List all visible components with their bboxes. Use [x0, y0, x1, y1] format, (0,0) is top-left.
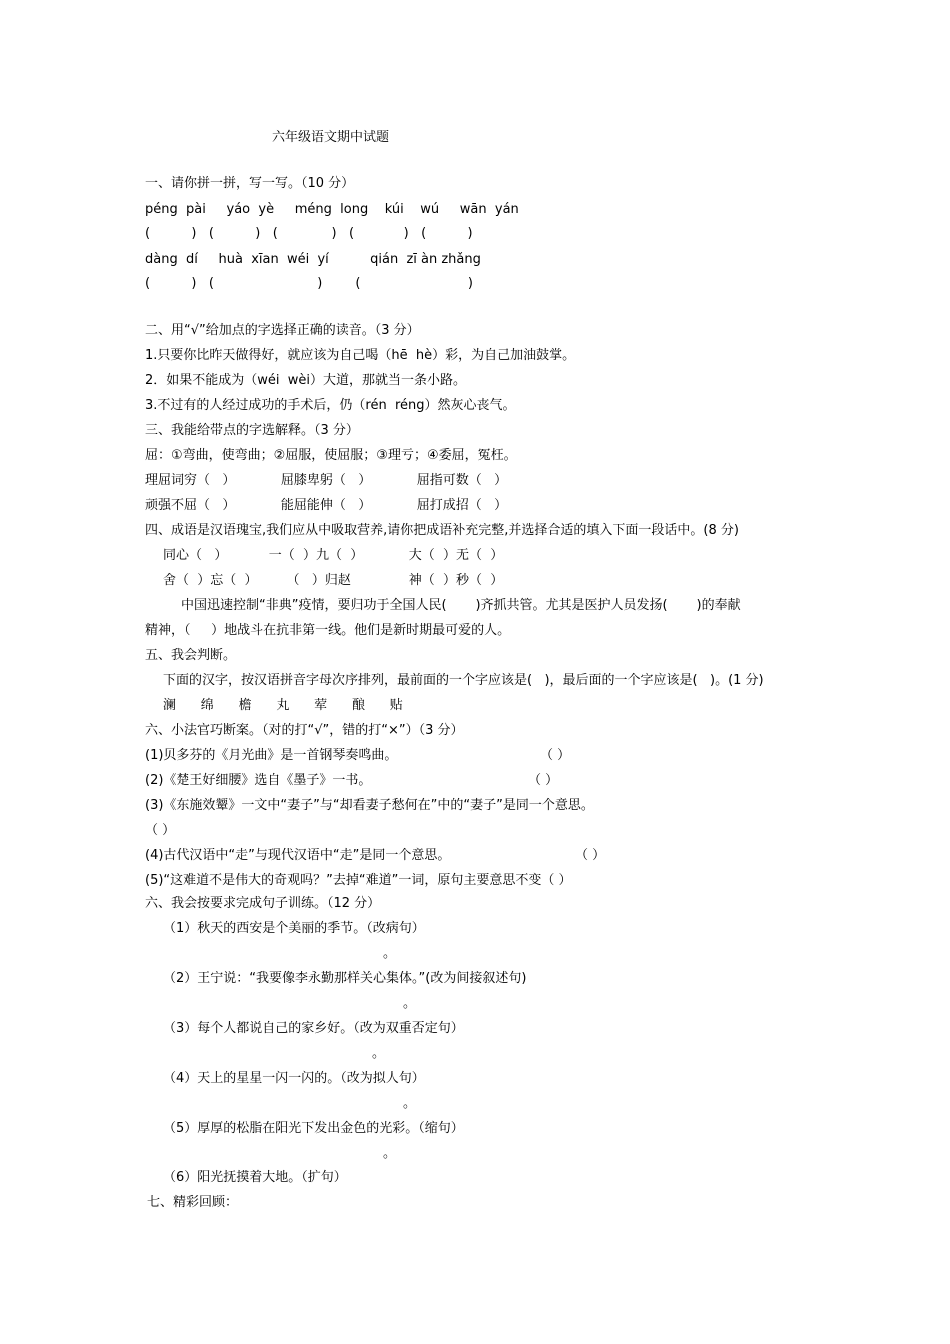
answer-blanks-row-2[interactable]: ( ) ( ) ( )	[145, 276, 473, 291]
exam-title: 六年级语文期中试题	[272, 130, 390, 145]
sentence-task-5: （5）厚厚的松脂在阳光下发出金色的光彩。（缩句）	[163, 1121, 464, 1136]
pinyin-row-2: dàng dí huà xīan wéi yí qián zī àn zhǎng	[145, 252, 481, 267]
answer-end-2[interactable]: 。	[403, 996, 417, 1011]
section-4-heading: 四、成语是汉语瑰宝,我们应从中吸取营养,请你把成语补充完整,并选择合适的填入下面一段话中。(8 分)	[145, 523, 739, 538]
section-5-heading: 五、我会判断。	[145, 648, 237, 663]
pinyin-row-1: péng pài yáo yè méng long kúi wú wān yán	[145, 202, 519, 217]
sentence-task-3: （3）每个人都说自己的家乡好。（改为双重否定句）	[163, 1021, 464, 1036]
judge-answer-3[interactable]: （ ）	[145, 823, 176, 838]
idiom-row-2: 舍（ ）忘（ ） （ ）归赵 神（ ）秒（ ）	[163, 573, 504, 588]
sentence-task-4: （4）天上的星星一闪一闪的。（改为拟人句）	[163, 1071, 425, 1086]
answer-end-3[interactable]: 。	[372, 1046, 386, 1061]
answer-blanks-row-1[interactable]: ( ) ( ) ( ) ( ) ( )	[145, 226, 473, 241]
section-2-question-3: 3.不过有的人经过成功的手术后，仍（rén réng）然灰心丧气。	[145, 398, 516, 413]
section-5-instruction: 下面的汉字，按汉语拼音字母次序排列，最前面的一个字应该是( )，最后面的一个字应该是( )。(1 分)	[163, 673, 764, 688]
section-8-heading: 七、精彩回顾：	[147, 1195, 239, 1210]
sentence-task-2: （2）王宁说：“我要像李永勤那样关心集体。”(改为间接叙述句)	[163, 971, 527, 986]
judge-answer-1[interactable]: （ ）	[540, 748, 571, 763]
judge-question-3: (3)《东施效颦》一文中“妻子”与“却看妻子愁何在”中的“妻子”是同一个意思。	[145, 798, 594, 813]
section-3-definition: 屈：①弯曲，使弯曲；②屈服，使屈服；③理亏；④委屈，冤枉。	[145, 448, 517, 463]
judge-question-2: (2)《楚王好细腰》选自《墨子》一书。	[145, 773, 372, 788]
answer-end-5[interactable]: 。	[383, 1146, 397, 1161]
judge-answer-2[interactable]: （ ）	[528, 773, 559, 788]
judge-answer-4[interactable]: （ ）	[575, 848, 606, 863]
section-1-heading: 一、请你拼一拼，写一写。（10 分）	[145, 176, 355, 191]
section-7-heading: 六、我会按要求完成句子训练。（12 分）	[145, 896, 381, 911]
sentence-task-6: （6）阳光抚摸着大地。（扩句）	[163, 1170, 347, 1185]
section-4-paragraph-line-1: 中国迅速控制“非典”疫情，要归功于全国人民( )齐抓共管。尤其是医护人员发扬( )的奉献	[181, 598, 741, 613]
section-5-characters: 澜 绵 檐 丸 荤 酿 贴	[163, 698, 403, 713]
answer-end-1[interactable]: 。	[383, 946, 397, 961]
section-2-heading: 二、用“√”给加点的字选择正确的读音。（3 分）	[145, 323, 420, 338]
section-2-question-2: 2．如果不能成为（wéi wèi）大道，那就当一条小路。	[145, 373, 467, 388]
section-2-question-1: 1.只要你比昨天做得好，就应该为自己喝（hē hè）彩，为自己加油鼓掌。	[145, 348, 576, 363]
section-4-paragraph-line-2: 精神，（ ）地战斗在抗非第一线。他们是新时期最可爱的人。	[145, 623, 511, 638]
section-3-heading: 三、我能给带点的字选解释。（3 分）	[145, 423, 359, 438]
section-6-heading: 六、小法官巧断案。（对的打“√”，错的打“×”）（3 分）	[145, 723, 464, 738]
section-3-row-1: 理屈词穷（ ） 屈膝卑躬（ ） 屈指可数（ ）	[145, 473, 508, 488]
section-3-row-2: 顽强不屈（ ） 能屈能伸（ ） 屈打成招（ ）	[145, 498, 508, 513]
judge-question-1: (1)贝多芬的《月光曲》是一首钢琴奏鸣曲。	[145, 748, 398, 763]
judge-question-4: (4)古代汉语中“走”与现代汉语中“走”是同一个意思。	[145, 848, 451, 863]
answer-end-4[interactable]: 。	[403, 1096, 417, 1111]
sentence-task-1: （1）秋天的西安是个美丽的季节。（改病句）	[163, 921, 425, 936]
idiom-row-1: 同心（ ） 一（ ）九（ ） 大（ ）无（ ）	[163, 548, 504, 563]
judge-question-5: (5)“这难道不是伟大的奇观吗？”去掉“难道”一词，原句主要意思不变（ ）	[145, 873, 572, 888]
